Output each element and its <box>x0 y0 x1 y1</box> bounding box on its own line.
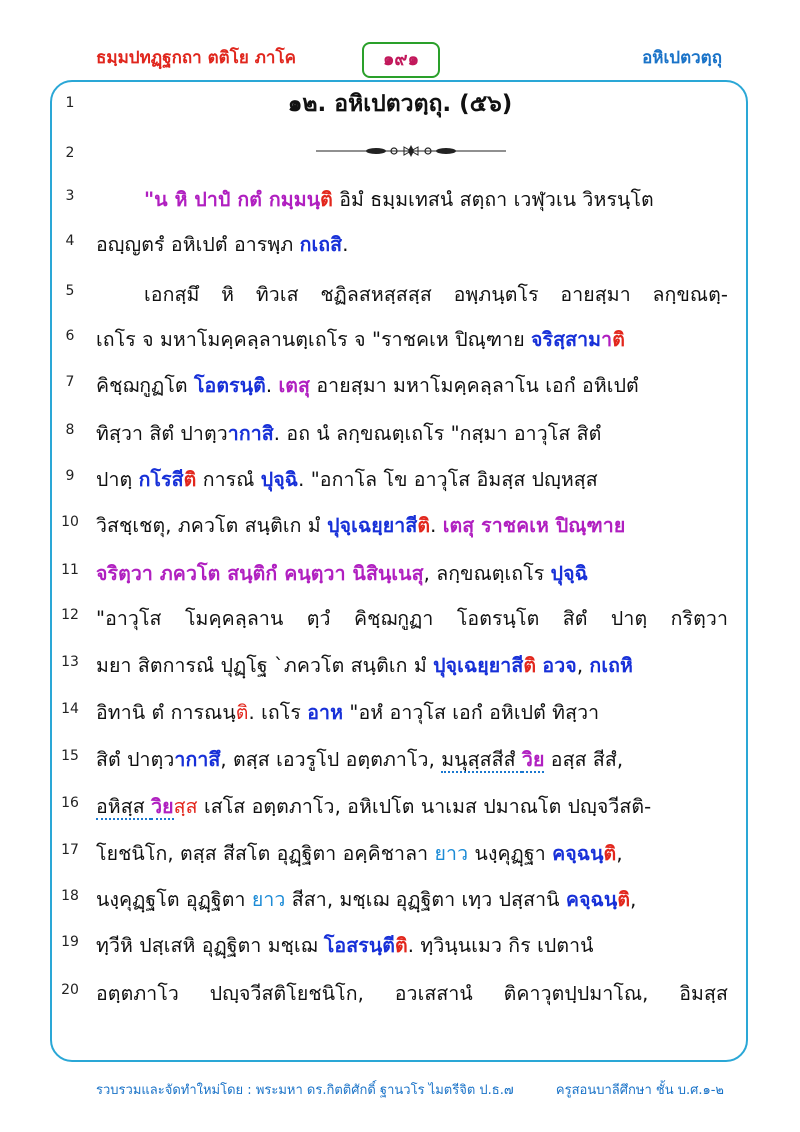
plain-text: อญฺญตรํ อหิเปตํ อารพฺภ <box>96 233 300 256</box>
line-number: 10 <box>61 514 79 530</box>
iti-particle: ติ <box>183 468 197 491</box>
plain-text: วิสชฺเชตุ, ภควโต สนฺติเก มํ <box>96 514 328 537</box>
plain-text: . <box>430 514 443 537</box>
verb-highlight: ปุจฺฉิ <box>260 468 299 491</box>
text-line-14 <box>96 697 728 728</box>
line-number: 15 <box>61 748 79 764</box>
plain-text: , <box>630 888 637 911</box>
verb-highlight: คจฺฉนฺ <box>565 888 618 911</box>
text-line-8 <box>96 418 728 449</box>
iti-particle: ติ <box>603 842 617 865</box>
line-number: 13 <box>61 654 79 670</box>
verb-highlight: ปุจฺฉิ <box>550 562 589 585</box>
plain-text: "อาวุโส โมคฺคลฺลาน ตฺวํ คิชฺฌกูฏา โอตรนฺโต สิตํ ปาตฺ กริตฺวา <box>96 607 728 630</box>
line-number: 19 <box>61 934 79 950</box>
plain-text: . <box>342 233 349 256</box>
iti-particle: ติ <box>523 654 537 677</box>
compared-noun: มนุสฺสสีสํ <box>441 748 522 771</box>
line-number: 20 <box>61 982 79 998</box>
verb-suffix: า <box>601 328 613 351</box>
plain-text: อตฺตภาโว ปญฺจวีสติโยชนิโก, อวเสสานํ ติคาวุตปฺปมาโณ, อิมสฺส <box>96 982 728 1005</box>
text-line-3 <box>96 184 728 215</box>
verb-highlight: โอสรนฺตี <box>323 934 396 957</box>
plain-text: สีสา, มชฺเฌ อุฏฺฐิตา เทฺว ปสฺสานิ <box>285 888 566 911</box>
plain-text: "อหํ อาวุโส เอกํ อหิเปตํ ทิสฺวา <box>343 701 600 724</box>
verb-highlight: คจฺฉนฺ <box>552 842 604 865</box>
plain-text: นงฺคุฏฺฐโต อุฏฺฐิตา <box>96 888 252 911</box>
plain-text: , <box>576 654 590 677</box>
header-book-title: ธมฺมปทฏฺฐกถา ตติโย ภาโค <box>96 48 296 68</box>
line-number: 3 <box>65 188 75 204</box>
text-line-6 <box>96 324 728 355</box>
clause-highlight: จริตฺวา ภควโต สนฺติกํ คนฺตฺวา นิสินฺเนสุ <box>96 562 424 585</box>
plain-text: , ลกฺขณตฺเถโร <box>423 562 551 585</box>
story-title: ๑๒. อหิเปตวตฺถุ. (๕๖) <box>287 91 513 117</box>
text-line-18 <box>96 884 728 915</box>
iti-particle: ติ <box>235 701 249 724</box>
verb-highlight: กโรสี <box>138 468 184 491</box>
verb-highlight: อาห <box>307 701 344 724</box>
line-number: 14 <box>61 701 79 717</box>
plain-text: ทิสฺวา สิตํ ปาตฺว <box>96 422 228 445</box>
plain-text: , <box>616 842 623 865</box>
plain-text: . "อกาโล โข อาวุโส อิมสฺส ปญฺหสฺส <box>298 468 598 491</box>
header-story-title: อหิเปตวตฺถุ <box>642 48 722 68</box>
line-number: 16 <box>61 795 79 811</box>
yava-particle: ยาว <box>251 888 286 911</box>
verb-highlight: จริสฺสาม <box>531 328 602 351</box>
plain-text: การณํ <box>196 468 261 491</box>
text-line-7 <box>96 370 728 401</box>
text-line-12 <box>96 603 728 634</box>
plain-text: . อถ นํ ลกฺขณตฺเถโร "กสฺมา อาวุโส สิตํ <box>273 422 602 445</box>
plain-text: , ตสฺส เอวรูโป อตฺตภาโว, <box>220 748 442 771</box>
iti-particle: ติ <box>395 934 408 957</box>
line-number: 17 <box>61 842 79 858</box>
plain-text: สิตํ ปาตฺว <box>96 748 175 771</box>
line-number: 7 <box>65 374 75 390</box>
line-number: 1 <box>65 95 75 111</box>
plain-text: . ทฺวินฺนเมว กิร เปตานํ <box>407 934 594 957</box>
quote-mark: " <box>144 188 155 211</box>
plain-text: นงฺคุฏฺฐา <box>468 842 553 865</box>
verb-highlight: โอตรนฺติ <box>193 374 266 397</box>
text-line-16 <box>96 791 728 822</box>
page-number-badge: ๑๙๑ <box>362 42 440 78</box>
text-line-11 <box>96 558 728 589</box>
text-line-15 <box>96 744 728 775</box>
text-line-20 <box>96 978 728 1009</box>
text-line-10 <box>96 510 728 541</box>
plain-text: อายสฺมา มหาโมคฺคลฺลาโน เอกํ อหิเปตํ <box>310 374 639 397</box>
line-number: 5 <box>65 283 75 299</box>
line-number: 18 <box>61 888 79 904</box>
verb-highlight: ปุจฺเฉยฺยาสี <box>433 654 524 677</box>
compared-noun: อหิสฺส <box>96 795 152 818</box>
verb-highlight: กเถสิ <box>299 233 343 256</box>
plain-text: คิชฺฌกูฏโต <box>96 374 194 397</box>
line-number: 4 <box>65 233 75 249</box>
subject-highlight: เตสุ <box>278 374 311 397</box>
text-line-13 <box>96 650 728 681</box>
plain-text: มยา สิตการณํ ปุฏฺโฐ `ภควโต สนฺติเก มํ <box>96 654 434 677</box>
footer-compiler: รวบรวมและจัดทำใหม่โดย : พระมหา ดร.กิตติศักดิ์ ฐานวโร ไมตรีจิต ป.ธ.๗ <box>96 1083 514 1098</box>
plain-text: อสฺส สีสํ, <box>544 748 624 771</box>
iti-particle: ติ <box>417 514 431 537</box>
yava-particle: ยาว <box>434 842 469 865</box>
iti-particle: ติ <box>320 188 333 211</box>
text-line-9 <box>96 464 728 495</box>
genitive-suffix: สฺส <box>173 795 198 818</box>
verb-highlight: กเถหิ <box>589 654 633 677</box>
verb-highlight: ากาสิ <box>227 422 274 445</box>
plain-text: อิทานิ ตํ การณนฺ <box>96 701 236 724</box>
footer-teacher: ครูสอนบาลีศึกษา ชั้น บ.ศ.๑-๒ <box>555 1083 724 1098</box>
line-number: 6 <box>65 328 75 344</box>
viya-particle: วิย <box>151 795 174 818</box>
verb-highlight: ากาสึ <box>174 748 221 771</box>
plain-text: เถโร จ มหาโมคฺคลฺลานตฺเถโร จ "ราชคเห ปิณฺฑาย <box>96 328 532 351</box>
plain-text: เสโส อตฺตภาโว, อหิเปโต นาเมส ปมาณโต ปญฺจวีสติ- <box>197 795 652 818</box>
plain-text: เอกสฺมึ หิ ทิวเส ชฏิลสหสฺสสฺส อพฺภนฺตโร อายสฺมา ลกฺขณตฺ- <box>144 283 728 306</box>
plain-text: . เถโร <box>248 701 308 724</box>
text-line-5 <box>96 279 728 310</box>
plain-text: . <box>265 374 279 397</box>
iti-particle: ติ <box>617 888 631 911</box>
verb-highlight: ปุจฺเฉยฺยาสี <box>327 514 418 537</box>
line-number: 12 <box>61 607 79 623</box>
text-line-19 <box>96 930 728 961</box>
text-line-4 <box>96 229 728 260</box>
line-number: 9 <box>65 468 75 484</box>
plain-text: อิมํ ธมฺมเทสนํ สตฺถา เวฬุวเน วิหรนฺโต <box>332 188 654 211</box>
plain-text: ทฺวีหิ ปสฺเสหิ อุฏฺฐิตา มชฺเฌ <box>96 934 324 957</box>
viya-particle: วิย <box>521 748 545 771</box>
iti-particle: ติ <box>612 328 625 351</box>
plain-text: โยชนิโก, ตสฺส สีสโต อุฏฺฐิตา อคฺคิชาลา <box>96 842 435 865</box>
verb-highlight: อวจ <box>542 654 577 677</box>
line-number: 11 <box>61 562 79 578</box>
decorative-divider-icon <box>316 141 506 161</box>
line-number: 8 <box>65 422 75 438</box>
plain-text: ปาตฺ <box>96 468 139 491</box>
verse-quote: น หิ ปาปํ กตํ กมฺมนฺ <box>154 188 321 211</box>
text-line-17 <box>96 838 728 869</box>
clause-highlight: เตสุ ราชคเห ปิณฺฑาย <box>442 514 626 537</box>
line-number: 2 <box>65 145 75 161</box>
